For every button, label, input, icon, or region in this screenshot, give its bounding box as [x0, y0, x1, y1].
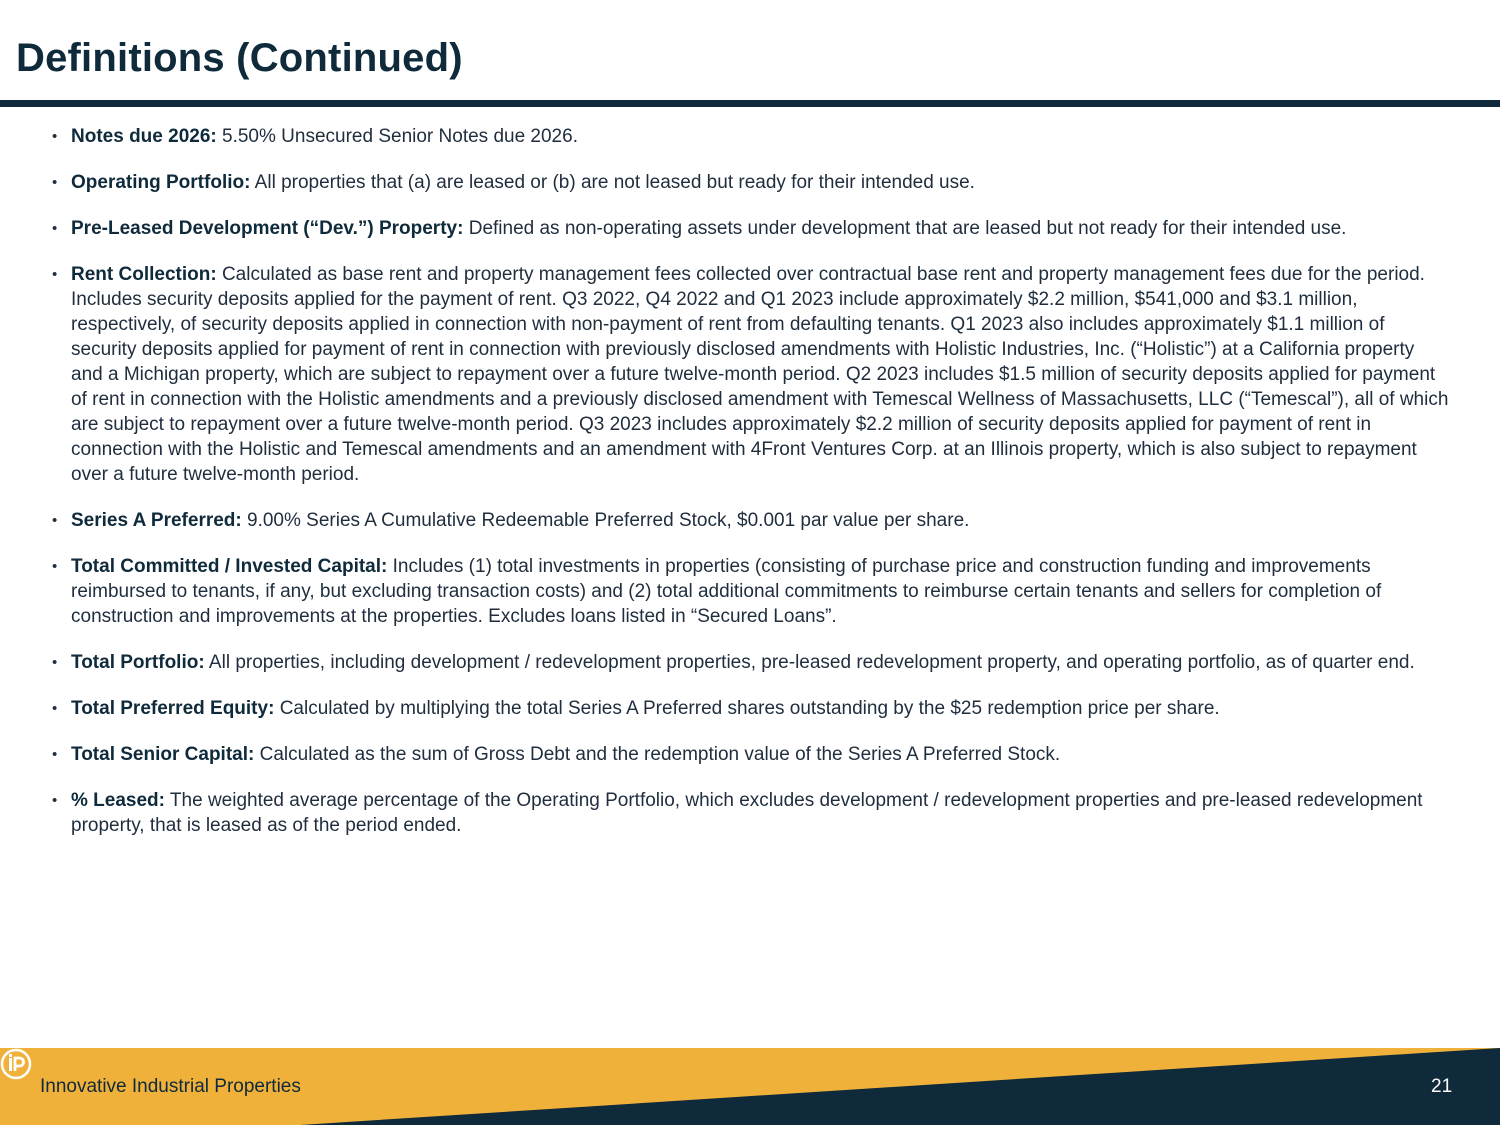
definition-item [50, 788, 1450, 838]
definition-text: 9.00% Series A Cumulative Redeemable Preferred Stock, $0.001 par value per share. [247, 510, 970, 531]
bullet-icon: • [52, 512, 58, 529]
definition-item [50, 508, 1450, 533]
definition-text: 5.50% Unsecured Senior Notes due 2026. [222, 126, 578, 147]
page-title: Definitions (Continued) [16, 36, 463, 80]
bullet-icon: • [52, 746, 58, 763]
definition-text: Calculated as the sum of Gross Debt and the redemption value of the Series A Preferred Stock. [259, 744, 1061, 765]
definition-term: Rent Collection: [71, 264, 217, 285]
definitions-list [50, 124, 1450, 859]
definition-item [50, 216, 1450, 241]
bullet-icon: • [52, 792, 58, 809]
bullet-icon: • [52, 220, 58, 237]
bullet-icon: • [52, 174, 58, 191]
definition-term: Operating Portfolio: [71, 172, 251, 193]
definition-term: Total Preferred Equity: [71, 698, 275, 719]
definition-term: % Leased: [71, 790, 165, 811]
footer-band [0, 1048, 1500, 1125]
definition-text: Calculated by multiplying the total Series A Preferred shares outstanding by the $25 redemption price per share. [279, 698, 1220, 719]
definition-item [50, 262, 1450, 487]
definition-text: All properties that (a) are leased or (b) are not leased but ready for their intended use. [254, 172, 975, 193]
footer-company-name: Innovative Industrial Properties [40, 1076, 301, 1097]
definition-term: Pre-Leased Development (“Dev.”) Property: [71, 218, 464, 239]
definition-text: All properties, including development / redevelopment properties, pre-leased redevelopment property, and operating portfolio, as of quarter end. [208, 652, 1415, 673]
definition-text: Defined as non-operating assets under development that are leased but not ready for their intended use. [468, 218, 1347, 239]
definition-text: Includes (1) total investments in properties (consisting of purchase price and construction funding and improvements reimbursed to tenants, if any, but excluding transaction costs) and (2) total additional commitments to reimburse certain tenants and sellers for completion of construction and improvements at the properties. Excludes loans listed in “Secured Loans”. [71, 556, 1382, 627]
definition-term: Total Senior Capital: [71, 744, 255, 765]
bullet-icon: • [52, 700, 58, 717]
definition-item [50, 170, 1450, 195]
definition-item [50, 696, 1450, 721]
bullet-icon: • [52, 654, 58, 671]
bullet-icon: • [52, 128, 58, 145]
definition-item [50, 742, 1450, 767]
title-divider [0, 100, 1500, 107]
definition-item [50, 124, 1450, 149]
bullet-icon: • [52, 266, 58, 283]
definition-term: Notes due 2026: [71, 126, 217, 147]
definition-item [50, 650, 1450, 675]
definition-text: Calculated as base rent and property management fees collected over contractual base rent and property management fees due for the period. Includes security deposits applied for the payment of rent. Q3 2022, Q4 2022 and Q1 2023 include approximately $2.2 million, $541,000 and $3.1 million, respectively, of security deposits applied in connection with non-payment of rent from defaulting tenants. Q1 2023 also includes approximately $1.1 million of security deposits applied for payment of rent in connection with previously disclosed amendments with Holistic Industries, Inc. (“Holistic”) at a California property and a Michigan property, which are subject to repayment over a future twelve-month period. Q2 2023 includes $1.5 million of security deposits applied for payment of rent in connection with the Holistic amendments and a previously disclosed amendment with Temescal Wellness of Massachusetts, LLC (“Temescal”), all of which are subject to repayment over a future twelve-month period. Q3 2023 includes approximately $2.2 million of security deposits applied for payment of rent in connection with the Holistic and Temescal amendments and an amendment with 4Front Ventures Corp. at an Illinois property, which is also subject to repayment over a future twelve-month period. [71, 264, 1449, 485]
page-number: 21 [1431, 1076, 1453, 1097]
iip-logo-icon [0, 1048, 32, 1080]
definition-term: Total Portfolio: [71, 652, 205, 673]
definition-term: Series A Preferred: [71, 510, 242, 531]
definition-item [50, 554, 1450, 629]
bullet-icon: • [52, 558, 58, 575]
definition-term: Total Committed / Invested Capital: [71, 556, 388, 577]
definition-text: The weighted average percentage of the Operating Portfolio, which excludes development / redevelopment properties and pre-leased redevelopment property, that is leased as of the period ended. [71, 790, 1423, 836]
